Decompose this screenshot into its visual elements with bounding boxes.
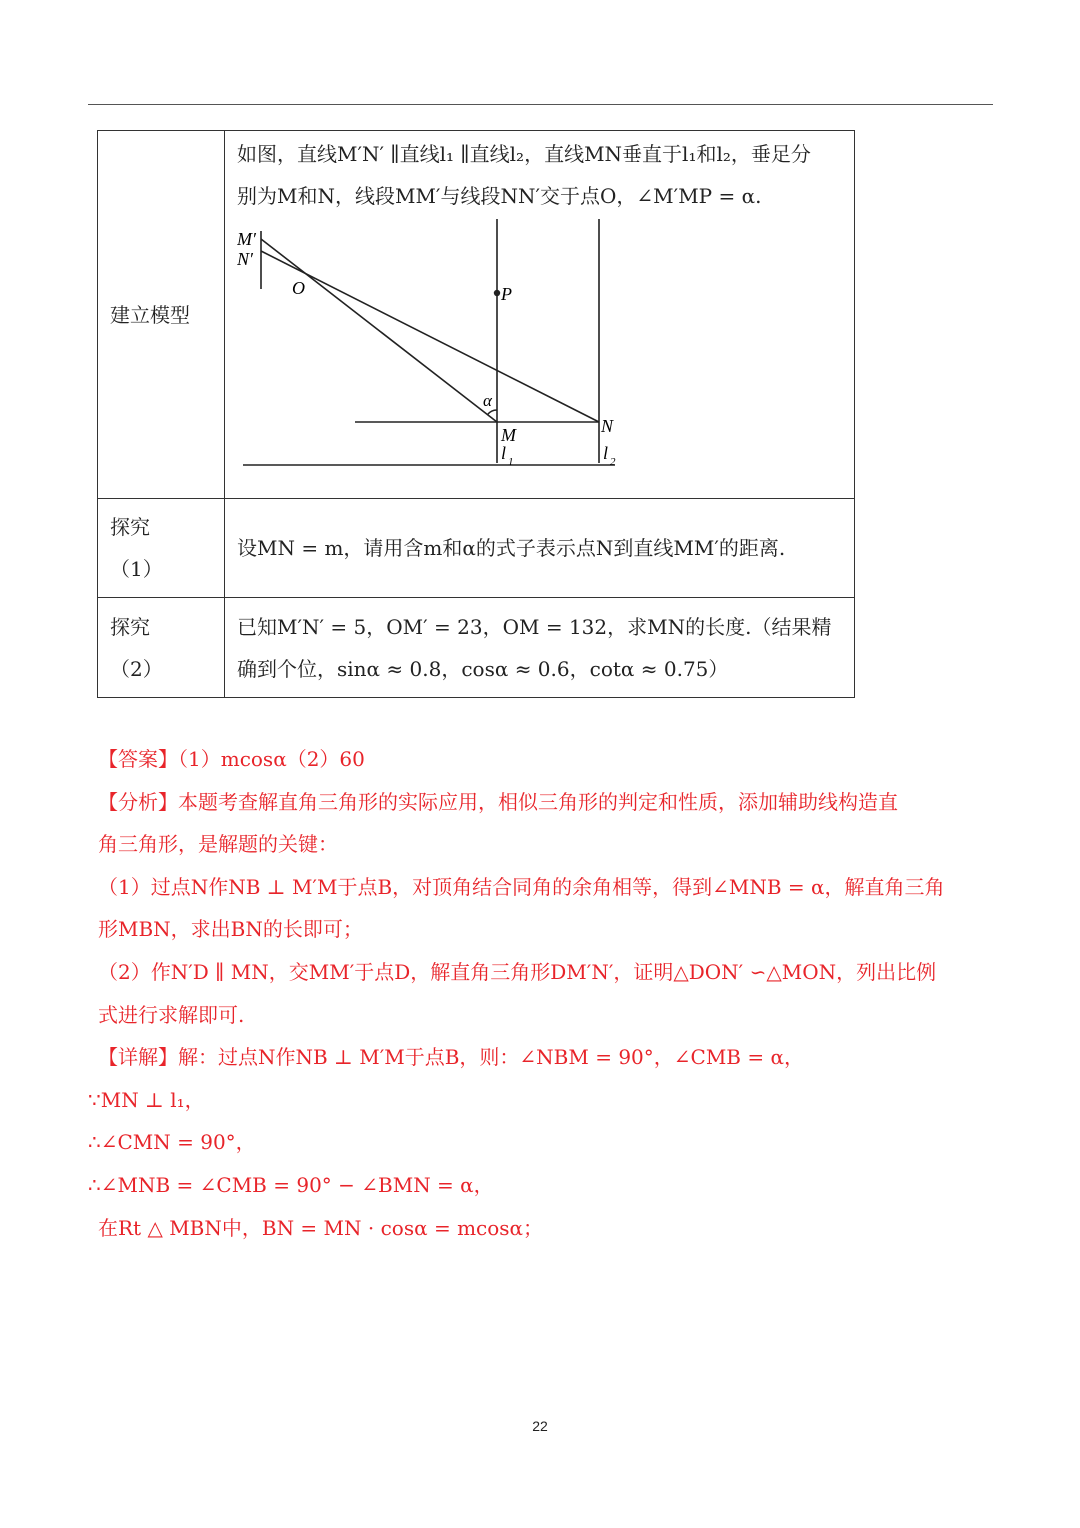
part2-line2: 式进行求解即可. xyxy=(98,1002,245,1027)
part2-line1: （2）作N′D ∥ MN，交MM′于点D，解直角三角形DM′N′，证明△DON′ ∽△MON，列出比例 xyxy=(98,959,937,984)
analysis-line2: 角三角形，是解题的关键： xyxy=(98,832,338,857)
page-number: 22 xyxy=(532,1418,548,1434)
row-header-explore1 xyxy=(98,499,225,598)
label-l1: l xyxy=(501,443,507,463)
step-1: ∵MN ⊥ l₁， xyxy=(88,1087,205,1112)
row-body-explore2 xyxy=(225,598,855,698)
step-2: ∴∠CMN = 90°， xyxy=(88,1130,256,1155)
label-m-prime: M′ xyxy=(237,229,256,249)
model-text-line2: 别为M和N，线段MM′与线段NN′交于点O，∠M′MP = α. xyxy=(237,184,762,208)
step-3: ∴∠MNB = ∠CMB = 90° − ∠BMN = α， xyxy=(88,1172,494,1197)
row-header-model xyxy=(98,131,225,499)
row-header-explore2 xyxy=(98,598,225,698)
row-header-text: 建立模型 xyxy=(110,302,190,327)
explore2-text-line2: 确到个位，sinα ≈ 0.8，cosα ≈ 0.6，cotα ≈ 0.75） xyxy=(237,656,729,681)
label-p: P xyxy=(501,284,512,304)
table-row xyxy=(98,131,855,499)
table-row xyxy=(98,499,855,598)
geometry-figure xyxy=(237,219,637,479)
row-header-number: （1） xyxy=(110,557,163,581)
step-4: 在Rt △ MBN中，BN = MN · cosα = mcosα； xyxy=(98,1215,544,1240)
answer-line: 【答案】（1）mcosα（2）60 xyxy=(98,747,365,771)
label-n: N xyxy=(601,416,614,436)
label-l2: l xyxy=(603,443,609,463)
part1-line2: 形MBN，求出BN的长即可； xyxy=(98,917,363,942)
label-l2-subscript: 2 xyxy=(610,456,616,468)
part1-line1: （1）过点N作NB ⊥ M′M于点B，对顶角结合同角的余角相等，得到∠MNB = α，解直角三角 xyxy=(98,874,945,899)
solution-section xyxy=(88,738,993,1249)
detail-text: 解：过点N作NB ⊥ M′M于点B，则：∠NBM = 90°，∠CMB = α， xyxy=(178,1045,804,1070)
label-m: M xyxy=(501,425,516,445)
row-header-number: （2） xyxy=(110,656,163,681)
table-row xyxy=(98,598,855,698)
explore2-text-line1: 已知M′N′ = 5，OM′ = 23，OM = 132，求MN的长度.（结果精 xyxy=(237,614,832,639)
model-text-line1: 如图，直线M′N′ ∥直线l₁ ∥直线l₂，直线MN垂直于l₁和l₂，垂足分 xyxy=(237,142,811,166)
label-n-prime: N′ xyxy=(237,249,253,269)
label-alpha: α xyxy=(483,391,492,410)
point-p xyxy=(494,290,500,296)
analysis-line1: 【分析】本题考查解直角三角形的实际应用，相似三角形的判定和性质，添加辅助线构造直 xyxy=(98,789,898,814)
row-body-model xyxy=(225,131,855,499)
row-header-text: 探究 xyxy=(110,614,150,639)
row-header-text: 探究 xyxy=(110,515,150,539)
row-body-explore1: 设MN = m，请用含m和α的式子表示点N到直线MM′的距离. xyxy=(225,499,855,598)
problem-table xyxy=(97,130,855,698)
segment-mm-prime xyxy=(261,239,497,422)
header-rule xyxy=(88,104,993,105)
segment-nn-prime xyxy=(261,251,599,422)
detail-tag: 【详解】 xyxy=(98,1045,178,1070)
detail-line xyxy=(98,1036,993,1079)
label-o: O xyxy=(292,278,305,298)
label-l1-subscript: 1 xyxy=(508,456,514,468)
angle-arc xyxy=(488,410,498,415)
